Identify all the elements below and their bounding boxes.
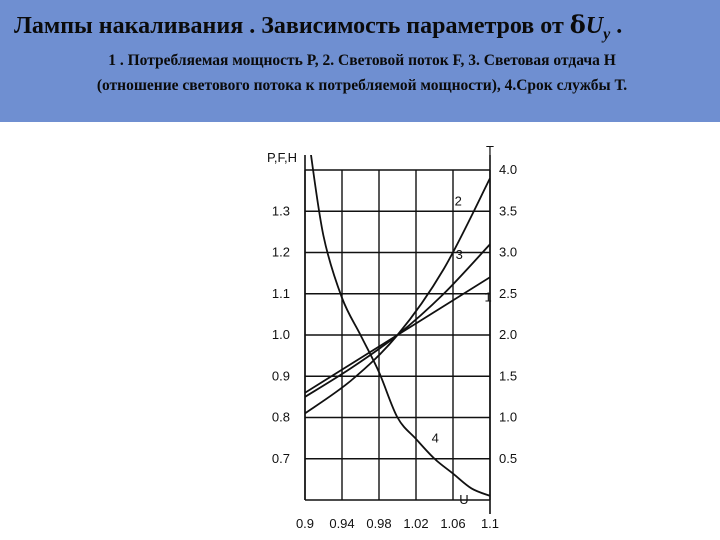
x-tick-label: 0.94: [329, 516, 355, 531]
title-subscript: у: [603, 25, 611, 43]
x-tick-label: 1.1: [480, 516, 500, 531]
right-axis-label: T: [486, 143, 494, 158]
title-delta: δ: [569, 10, 586, 39]
left-tick-label: 0.9: [271, 368, 290, 384]
x-tick-label: 1.02: [403, 516, 429, 531]
right-tick-label: 2.0: [499, 327, 518, 342]
left-tick-label: 1.2: [271, 244, 290, 260]
title-variable: U: [585, 13, 604, 39]
subtitle-line-1: 1 . Потребляемая мощность P, 2. Световой поток F, 3. Световая отдача Н: [108, 52, 616, 69]
left-tick-label: 1.1: [271, 285, 290, 301]
title-banner: [0, 0, 720, 122]
left-axis-label: P,F,H: [266, 150, 298, 165]
slide-title: [14, 10, 714, 44]
x-tick-label: 1.06: [440, 516, 466, 531]
curves: [305, 145, 490, 496]
x-tick-label: 0.9: [295, 516, 315, 531]
right-tick-label: 2.5: [499, 285, 518, 301]
curve-label-2: 2: [454, 193, 462, 209]
series-curve-3: [305, 244, 490, 397]
parameter-chart: [250, 135, 520, 535]
right-tick-label: 3.0: [499, 244, 518, 260]
series-curve-2: [305, 178, 490, 413]
left-tick-label: 0.8: [271, 409, 290, 425]
right-tick-label: 4.0: [499, 162, 518, 177]
left-tick-label: 1.3: [271, 203, 290, 219]
curve-label-3: 3: [455, 246, 463, 262]
series-curve-4: [310, 145, 490, 496]
left-tick-label: 1.0: [271, 327, 290, 342]
right-tick-label: 0.5: [499, 450, 518, 466]
x-tick-label: 0.98: [366, 516, 392, 531]
right-tick-label: 1.0: [499, 409, 518, 425]
subtitle-line-2: (отношение светового потока к потребляемой мощности), 4.Срок службы Т.: [96, 77, 628, 94]
curve-label-4: 4: [431, 430, 439, 446]
title-end: .: [610, 13, 623, 39]
x-axis-label: U: [459, 492, 469, 507]
right-tick-label: 1.5: [499, 368, 518, 384]
curve-label-1: 1: [484, 289, 492, 305]
right-tick-label: 3.5: [499, 203, 518, 219]
title-main: Лампы накаливания . Зависимость параметров от: [14, 13, 570, 39]
left-tick-label: 0.7: [271, 450, 290, 466]
